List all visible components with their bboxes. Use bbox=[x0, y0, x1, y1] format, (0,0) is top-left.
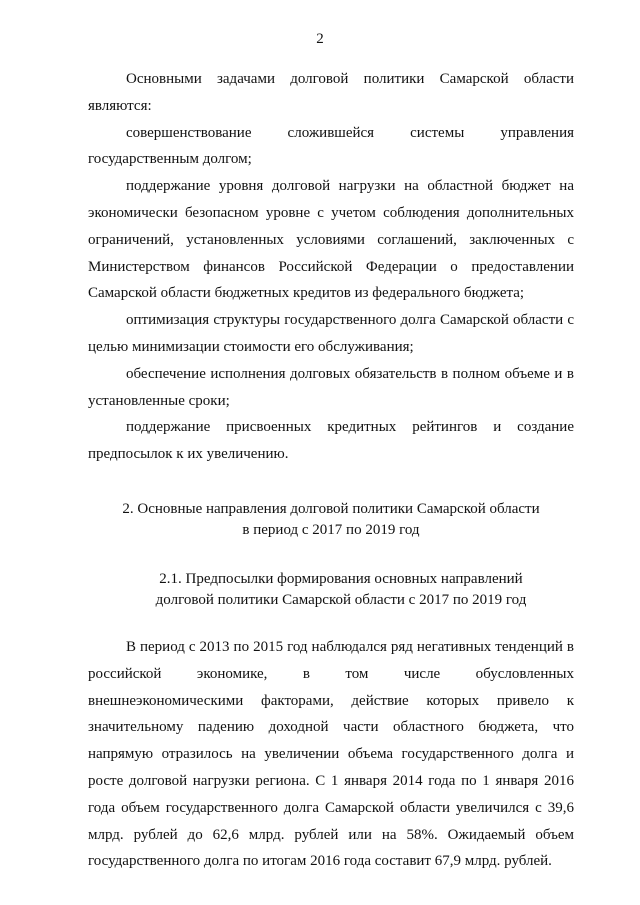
task-paragraph-3: оптимизация структуры государственного долга Самарской области с целью минимизации стоимости его обслуживания; bbox=[88, 312, 574, 355]
section-2-title-line-2: в период с 2017 по 2019 год bbox=[242, 521, 420, 538]
section-2-heading bbox=[88, 499, 574, 541]
section-2-1-title-line-1: 2.1. Предпосылки формирования основных направлений bbox=[159, 570, 523, 587]
section-2-title-line-1: 2. Основные направления долговой политики Самарской области bbox=[122, 500, 540, 517]
document-body bbox=[88, 66, 574, 875]
section-2-1-paragraph: В период с 2013 по 2015 год наблюдался ряд негативных тенденций в российской экономике, в том числе обусловленных внешнеэкономическими факторами, действие которых привело к значительному падению доходной части областного бюджета, что напрямую отразилось на увеличении объема государственного долга и росте долговой нагрузки региона. С 1 января 2014 года по 1 января 2016 года объем государственного долга Самарской области увеличился с 39,6 млрд. рублей до 62,6 млрд. рублей или на 58%. Ожидаемый объем государственного долга по итогам 2016 года составит 67,9 млрд. рублей. bbox=[88, 638, 574, 870]
task-paragraph-2: поддержание уровня долговой нагрузки на областной бюджет на экономически безопасном уровне с учетом соблюдения дополнительных ограничений, установленных условиями соглашений, заключенных с Министерством финансов Российской Федерации о предоставлении Самарской области бюджетных кредитов из федерального бюджета; bbox=[88, 178, 574, 302]
section-2-1-title-line-2: долговой политики Самарской области с 2017 по 2019 год bbox=[155, 591, 527, 608]
task-paragraph-1: совершенствование сложившейся системы управления государственным долгом; bbox=[88, 124, 574, 168]
task-paragraph-5: поддержание присвоенных кредитных рейтингов и создание предпосылок к их увеличению. bbox=[88, 419, 574, 463]
section-2-1-heading bbox=[88, 569, 574, 611]
task-paragraph-4: обеспечение исполнения долговых обязательств в полном объеме и в установленные сроки; bbox=[88, 365, 574, 409]
intro-paragraph: Основными задачами долговой политики Самарской области являются: bbox=[88, 71, 574, 114]
page-number: 2 bbox=[316, 31, 324, 47]
